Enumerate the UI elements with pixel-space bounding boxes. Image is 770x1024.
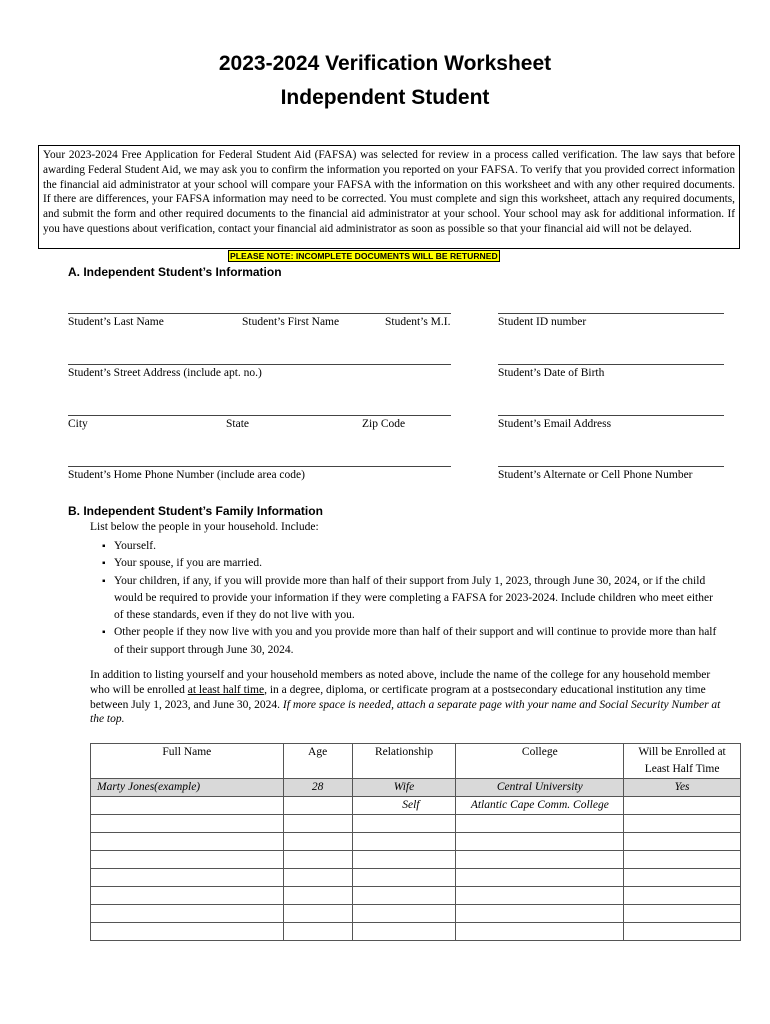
table-cell[interactable] bbox=[91, 869, 284, 887]
table-cell[interactable] bbox=[456, 815, 624, 833]
table-cell[interactable] bbox=[624, 833, 741, 851]
table-cell[interactable] bbox=[456, 869, 624, 887]
list-item: ▪ Yourself. bbox=[100, 538, 725, 555]
table-cell: Yes bbox=[624, 779, 741, 797]
page-subtitle: Independent Student bbox=[280, 86, 490, 109]
state-label: State bbox=[226, 418, 249, 430]
last-name-label: Student’s Last Name bbox=[68, 316, 164, 328]
table-cell[interactable] bbox=[283, 887, 352, 905]
table-cell[interactable] bbox=[624, 797, 741, 815]
city-state-zip-field-line[interactable] bbox=[68, 415, 451, 416]
table-cell[interactable] bbox=[352, 851, 456, 869]
dob-field-line[interactable] bbox=[498, 364, 724, 365]
table-cell[interactable] bbox=[624, 851, 741, 869]
incomplete-notice: PLEASE NOTE: INCOMPLETE DOCUMENTS WILL BE RETURNED bbox=[230, 251, 498, 261]
col-header-enrolled: Will be Enrolled at Least Half Time bbox=[624, 744, 741, 779]
section-a-heading: A. Independent Student’s Information bbox=[68, 265, 282, 279]
table-row bbox=[91, 923, 741, 941]
table-cell[interactable] bbox=[91, 797, 284, 815]
table-cell: Central University bbox=[456, 779, 624, 797]
email-label: Student’s Email Address bbox=[498, 418, 612, 430]
section-b-heading: B. Independent Student’s Family Information bbox=[68, 504, 323, 518]
zip-label: Zip Code bbox=[362, 418, 406, 430]
city-label: City bbox=[68, 418, 88, 430]
table-row bbox=[91, 815, 741, 833]
table-cell[interactable] bbox=[624, 815, 741, 833]
table-cell[interactable] bbox=[352, 905, 456, 923]
street-field-line[interactable] bbox=[68, 364, 451, 365]
intro-box: Your 2023-2024 Free Application for Federal Student Aid (FAFSA) was selected for review in a process called verification. The law says that before awarding Federal Student Aid, we may ask you to confirm the information you reported on your FAFSA. To verify that you provided correct information the financial aid administrator at your school will compare your FAFSA with the information on this worksheet and with any other required documents. If there are differences, your FAFSA information may need to be corrected. You must complete and sign this worksheet, attach any required documents, and submit the form and other required documents to the financial aid administrator at your school. Your school may ask for additional information. If you have questions about verification, contact your financial aid administrator as soon as possible so that your financial aid will not be delayed. bbox=[38, 145, 740, 249]
student-id-field-line[interactable] bbox=[498, 313, 724, 314]
table-cell[interactable] bbox=[352, 887, 456, 905]
table-cell[interactable] bbox=[91, 887, 284, 905]
student-id-label: Student ID number bbox=[498, 316, 587, 328]
household-table bbox=[90, 743, 741, 941]
alt-phone-label: Student’s Alternate or Cell Phone Number bbox=[498, 469, 693, 481]
home-phone-field-line[interactable] bbox=[68, 466, 451, 467]
additional-instructions: In addition to listing yourself and your household members as noted above, include the name of the college for any household member who will be enrolled at least half time, in a degree, diploma, or certificate program at a postsecondary educational institution any time between July 1, 2023, and June 30, 2024. If more space is needed, attach a separate page with your name and Social Security Number at the top. bbox=[90, 669, 721, 726]
table-cell[interactable] bbox=[456, 923, 624, 941]
first-name-label: Student’s First Name bbox=[242, 316, 340, 328]
table-row bbox=[91, 833, 741, 851]
table-cell[interactable] bbox=[624, 887, 741, 905]
table-cell[interactable] bbox=[352, 923, 456, 941]
table-header-row bbox=[91, 744, 741, 779]
table-cell[interactable] bbox=[283, 815, 352, 833]
table-cell[interactable] bbox=[624, 923, 741, 941]
table-cell[interactable] bbox=[91, 851, 284, 869]
name-field-line[interactable] bbox=[68, 313, 451, 314]
dob-label: Student’s Date of Birth bbox=[498, 367, 605, 379]
table-row-example bbox=[91, 779, 741, 797]
table-cell[interactable] bbox=[352, 833, 456, 851]
alt-phone-field-line[interactable] bbox=[498, 466, 724, 467]
table-row bbox=[91, 851, 741, 869]
col-header-college: College bbox=[456, 744, 624, 779]
col-header-relationship: Relationship bbox=[352, 744, 456, 779]
list-item: ▪ Your spouse, if you are married. bbox=[100, 555, 725, 572]
table-cell[interactable] bbox=[91, 833, 284, 851]
col-header-age: Age bbox=[283, 744, 352, 779]
table-cell[interactable] bbox=[456, 833, 624, 851]
email-field-line[interactable] bbox=[498, 415, 724, 416]
page-title: 2023-2024 Verification Worksheet bbox=[218, 52, 552, 75]
table-cell[interactable] bbox=[91, 923, 284, 941]
table-cell[interactable] bbox=[352, 815, 456, 833]
home-phone-label: Student’s Home Phone Number (include area code) bbox=[68, 469, 305, 481]
table-cell[interactable] bbox=[352, 869, 456, 887]
household-list bbox=[100, 538, 725, 659]
list-item: ▪ Your children, if any, if you will provide more than half of their support from July 1, 2023, through June 30, 2024, or if the child would be required to provide your information if they were completing a FAFSA for 2023-2024. Include children who meet either of these standards, even if they do not live with you. bbox=[100, 573, 725, 625]
table-cell[interactable] bbox=[456, 887, 624, 905]
table-cell[interactable] bbox=[283, 869, 352, 887]
table-cell[interactable] bbox=[456, 851, 624, 869]
table-cell[interactable]: Self bbox=[352, 797, 456, 815]
table-cell[interactable] bbox=[283, 797, 352, 815]
table-row bbox=[91, 869, 741, 887]
table-cell: 28 bbox=[283, 779, 352, 797]
table-cell[interactable] bbox=[283, 905, 352, 923]
table-cell[interactable] bbox=[283, 923, 352, 941]
street-label: Student’s Street Address (include apt. no.) bbox=[68, 367, 262, 379]
table-row bbox=[91, 797, 741, 815]
table-cell: Marty Jones(example) bbox=[91, 779, 284, 797]
table-cell[interactable] bbox=[91, 815, 284, 833]
table-cell[interactable] bbox=[91, 905, 284, 923]
col-header-full-name: Full Name bbox=[91, 744, 284, 779]
table-cell[interactable] bbox=[283, 851, 352, 869]
table-cell[interactable] bbox=[624, 869, 741, 887]
household-lead: List below the people in your household. Include: bbox=[90, 521, 319, 533]
list-item: ▪ Other people if they now live with you and you provide more than half of their support and will continue to provide more than half of their support through June 30, 2024. bbox=[100, 624, 725, 659]
table-cell: Wife bbox=[352, 779, 456, 797]
table-row bbox=[91, 887, 741, 905]
mi-label: Student’s M.I. bbox=[385, 316, 451, 328]
table-cell[interactable]: Atlantic Cape Comm. College bbox=[456, 797, 624, 815]
table-cell[interactable] bbox=[456, 905, 624, 923]
table-cell[interactable] bbox=[283, 833, 352, 851]
table-cell[interactable] bbox=[624, 905, 741, 923]
table-row bbox=[91, 905, 741, 923]
